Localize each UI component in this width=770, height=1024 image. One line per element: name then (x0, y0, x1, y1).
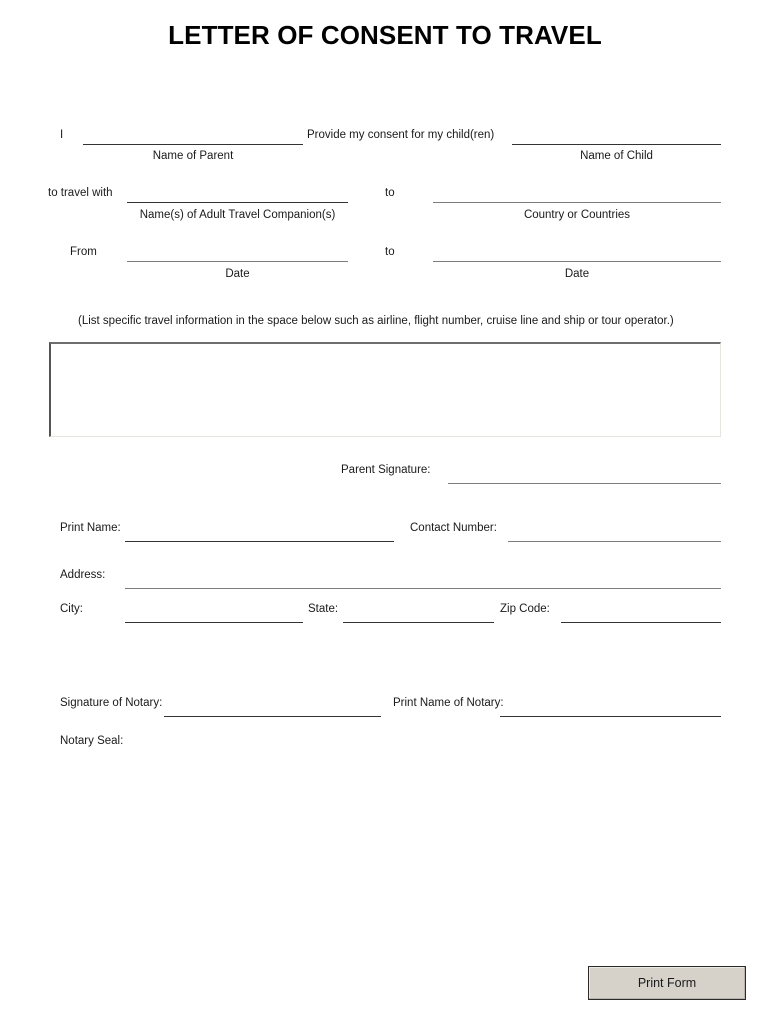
travel-details-instruction: (List specific travel information in the space below such as airline, flight number, cruise line and ship or tour operator.) (78, 315, 674, 327)
parent-signature-label: Parent Signature: (341, 464, 431, 476)
notary-signature-label: Signature of Notary: (60, 697, 163, 709)
notary-signature-input[interactable] (166, 698, 379, 715)
country-or-countries-caption: Country or Countries (523, 209, 631, 221)
notary-print-name-label: Print Name of Notary: (393, 697, 504, 709)
contact-number-rule (508, 541, 721, 542)
parent-signature-rule (448, 483, 721, 484)
travel-companions-caption: Name(s) of Adult Travel Companion(s) (139, 209, 336, 221)
i-label: I (60, 129, 64, 141)
travel-details-textarea[interactable] (49, 342, 721, 437)
from-date-caption: Date (225, 268, 250, 280)
print-name-input[interactable] (127, 523, 391, 540)
print-name-label: Print Name: (60, 522, 121, 534)
notary-seal-label: Notary Seal: (60, 735, 124, 747)
parent-signature-input[interactable] (450, 465, 719, 482)
to-date-rule (433, 261, 721, 262)
to-date-input[interactable] (435, 243, 719, 260)
contact-number-input[interactable] (510, 523, 719, 540)
consent-phrase-label: Provide my consent for my child(ren) (307, 129, 495, 141)
print-name-rule (125, 541, 394, 542)
state-input[interactable] (345, 604, 492, 621)
name-of-child-rule (512, 144, 721, 145)
address-input[interactable] (127, 570, 719, 587)
from-label: From (70, 246, 97, 258)
name-of-parent-caption: Name of Parent (152, 150, 234, 162)
from-date-rule (127, 261, 348, 262)
to-date-caption: Date (564, 268, 590, 280)
contact-number-label: Contact Number: (410, 522, 497, 534)
notary-print-name-rule (500, 716, 721, 717)
to-label-destination: to (385, 187, 395, 199)
name-of-parent-rule (83, 144, 303, 145)
to-travel-with-label: to travel with (48, 187, 113, 199)
state-rule (343, 622, 494, 623)
state-label: State: (308, 603, 339, 615)
travel-companions-input[interactable] (129, 184, 346, 201)
zip-code-input[interactable] (563, 604, 719, 621)
name-of-parent-input[interactable] (85, 126, 301, 143)
city-rule (125, 622, 303, 623)
zip-code-rule (561, 622, 721, 623)
country-or-countries-input[interactable] (435, 184, 719, 201)
zip-code-label: Zip Code: (500, 603, 550, 615)
notary-signature-rule (164, 716, 381, 717)
travel-companions-rule (127, 202, 348, 203)
address-rule (125, 588, 721, 589)
page-title: LETTER OF CONSENT TO TRAVEL (168, 20, 602, 50)
name-of-child-caption: Name of Child (580, 150, 653, 162)
address-label: Address: (60, 569, 106, 581)
from-date-input[interactable] (129, 243, 346, 260)
city-input[interactable] (127, 604, 301, 621)
name-of-child-input[interactable] (514, 126, 718, 143)
to-label-dates: to (385, 246, 395, 258)
city-label: City: (60, 603, 83, 615)
print-form-button[interactable]: Print Form (588, 966, 746, 1000)
country-or-countries-rule (433, 202, 721, 203)
notary-print-name-input[interactable] (502, 698, 719, 715)
